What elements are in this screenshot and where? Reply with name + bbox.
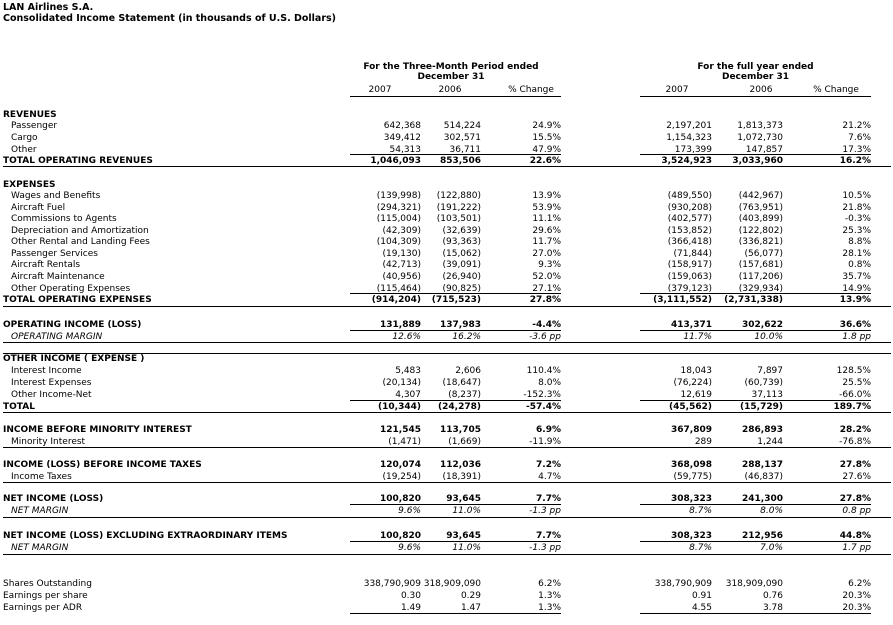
cell-y-change: 6.2% (848, 579, 871, 589)
cell-y2007: (159,063) (667, 272, 712, 282)
cell-y2006: (15,729) (740, 402, 783, 412)
row-label: Earnings per share (3, 591, 88, 601)
cell-q2007: 12.6% (392, 332, 421, 342)
cell-y2006: (60,739) (744, 378, 783, 388)
cell-y2007: 308,323 (671, 494, 712, 504)
cell-q-change: -11.9% (529, 437, 561, 447)
cell-y-change: 25.3% (842, 226, 871, 236)
cell-q2007: 349,412 (383, 133, 421, 143)
row-label: NET MARGIN (11, 506, 69, 516)
cell-y-change: 25.5% (842, 378, 871, 388)
cell-q-change: 53.9% (532, 203, 561, 213)
rule-line (640, 330, 871, 331)
line-item-row (0, 590, 893, 602)
cell-y-change: 8.8% (848, 237, 871, 247)
cell-q-change: -4.4% (532, 320, 561, 330)
section-header-row (0, 353, 893, 365)
line-item-row (0, 259, 893, 271)
cell-q2007: 338,790,909 (363, 579, 421, 589)
cell-q2007: (914,204) (371, 295, 421, 305)
cell-y2007: (45,562) (669, 402, 712, 412)
cell-y2007: 1,154,323 (666, 133, 712, 143)
cell-q-change: 22.6% (529, 156, 561, 166)
cell-q-change: 27.1% (532, 284, 561, 294)
three-month-header-line1: For the Three-Month Period ended (363, 62, 539, 72)
col-header-2006-y: 2006 (749, 85, 773, 95)
cell-q-change: 52.0% (532, 272, 561, 282)
cell-y-change: 10.5% (842, 191, 871, 201)
cell-q2007: 100,820 (380, 531, 421, 541)
cell-y-change: 189.7% (833, 402, 871, 412)
cell-q2007: (40,956) (382, 272, 421, 282)
cell-q2006: 137,983 (440, 320, 481, 330)
cell-y-change: 27.8% (839, 494, 871, 504)
row-label: Shares Outstanding (3, 579, 92, 589)
row-label: INCOME BEFORE MINORITY INTEREST (3, 425, 192, 435)
cell-q2007: 120,074 (380, 460, 421, 470)
cell-y2006: 8.0% (760, 506, 783, 516)
cell-y2006: (329,934) (738, 284, 783, 294)
rule-line (3, 306, 891, 307)
rule-line (3, 517, 891, 518)
cell-q-change: 4.7% (538, 472, 561, 482)
rule-line (640, 154, 871, 155)
cell-y2006: 3.78 (762, 603, 783, 613)
cell-q-change: 15.5% (532, 133, 561, 143)
row-label: REVENUES (3, 110, 57, 120)
line-item-row (0, 377, 893, 389)
cell-q2006: 11.0% (452, 506, 481, 516)
cell-y2006: 1,244 (757, 437, 783, 447)
row-label: Aircraft Maintenance (11, 272, 105, 282)
cell-y2006: (2,731,338) (724, 295, 783, 305)
three-month-period-header (341, 62, 561, 82)
line-item-row (0, 578, 893, 590)
row-label: OPERATING MARGIN (11, 332, 103, 342)
row-label: Other Operating Expenses (11, 284, 131, 294)
cell-q2006: 1.47 (460, 603, 481, 613)
cell-y2006: 10.0% (754, 332, 783, 342)
cell-y-change: 27.6% (842, 472, 871, 482)
cell-y-change: 27.8% (839, 460, 871, 470)
rule-line (640, 400, 871, 401)
rule-line (640, 613, 871, 614)
cell-y2007: 0.91 (691, 591, 712, 601)
cell-y2007: 413,371 (671, 320, 712, 330)
row-label: Income Taxes (11, 472, 72, 482)
cell-q2007: 4,307 (395, 390, 421, 400)
cell-q2007: 54,313 (389, 145, 421, 155)
cell-q-change: 47.9% (532, 145, 561, 155)
cell-q2007: 131,889 (380, 320, 421, 330)
cell-y-change: -66.0% (839, 390, 871, 400)
col-header-2007-q: 2007 (368, 85, 392, 95)
rule-line (640, 504, 871, 505)
cell-y2007: (366,418) (667, 237, 712, 247)
full-year-header-line1: For the full year ended (697, 62, 814, 72)
cell-q-change: 8.0% (538, 378, 561, 388)
cell-q2006: 113,705 (440, 425, 481, 435)
cell-q-change: 110.4% (526, 366, 561, 376)
cell-y2006: (442,967) (738, 191, 783, 201)
cell-q2007: (42,713) (382, 260, 421, 270)
cell-q2007: (104,309) (376, 237, 421, 247)
cell-q2007: (10,344) (378, 402, 421, 412)
cell-q2006: 302,571 (443, 133, 481, 143)
cell-y2007: 308,323 (671, 531, 712, 541)
cell-y-change: -76.8% (839, 437, 871, 447)
line-item-row (0, 132, 893, 144)
cell-q2006: (15,062) (442, 249, 481, 259)
cell-y2007: 8.7% (689, 506, 712, 516)
row-label: Other Income-Net (11, 390, 92, 400)
cell-y2007: 173,399 (674, 145, 712, 155)
row-label: TOTAL OPERATING EXPENSES (3, 295, 152, 305)
cell-q2007: 1,046,093 (370, 156, 421, 166)
cell-y2007: 4.55 (691, 603, 712, 613)
rule-line (3, 482, 891, 483)
cell-q2006: (103,501) (436, 214, 481, 224)
line-item-row (0, 365, 893, 377)
cell-y2007: 11.7% (683, 332, 712, 342)
cell-y2006: (157,681) (738, 260, 783, 270)
row-label: EXPENSES (3, 180, 56, 190)
cell-q2006: 853,506 (440, 156, 481, 166)
cell-y2007: (158,917) (667, 260, 712, 270)
cell-q-change: 6.2% (538, 579, 561, 589)
header-underline-year (640, 96, 871, 97)
cell-q-change: 7.7% (536, 494, 561, 504)
cell-y2006: 3,033,960 (732, 156, 783, 166)
cell-q2006: (18,647) (442, 378, 481, 388)
cell-y2006: (403,899) (738, 214, 783, 224)
cell-q-change: 27.8% (529, 295, 561, 305)
cell-q2007: 9.6% (398, 543, 421, 553)
cell-y2006: 1,072,730 (737, 133, 783, 143)
rule-line (350, 330, 561, 331)
cell-q-change: 7.7% (536, 531, 561, 541)
cell-q-change: 1.3% (538, 603, 561, 613)
line-item-row (0, 236, 893, 248)
cell-y2007: (3,111,552) (653, 295, 712, 305)
cell-q2006: 11.0% (452, 543, 481, 553)
cell-y-change: 16.2% (839, 156, 871, 166)
cell-q-change: -57.4% (526, 402, 561, 412)
row-label: Commissions to Agents (11, 214, 117, 224)
cell-q2006: (93,363) (442, 237, 481, 247)
cell-y2007: (379,123) (667, 284, 712, 294)
cell-y2006: 147,857 (745, 145, 783, 155)
line-item-row (0, 190, 893, 202)
cell-q2006: 318,909,090 (423, 579, 481, 589)
cell-q-change: 6.9% (536, 425, 561, 435)
row-label: TOTAL OPERATING REVENUES (3, 156, 153, 166)
cell-q-change: 9.3% (538, 260, 561, 270)
row-label: NET INCOME (LOSS) EXCLUDING EXTRAORDINARY ITEMS (3, 531, 288, 541)
cell-y2007: 338,790,909 (654, 579, 712, 589)
total-row (0, 424, 893, 436)
cell-q-change: -3.6 pp (529, 332, 561, 342)
cell-y-change: 0.8 pp (842, 506, 871, 516)
rule-line (350, 541, 561, 542)
cell-q2006: 0.29 (460, 591, 481, 601)
row-label: Depreciation and Amortization (11, 226, 149, 236)
cell-y2006: (46,837) (744, 472, 783, 482)
cell-y2007: 367,809 (671, 425, 712, 435)
cell-q-change: -1.3 pp (529, 543, 561, 553)
cell-q2006: 93,645 (446, 494, 481, 504)
cell-y-change: 17.3% (842, 145, 871, 155)
rule-line (640, 541, 871, 542)
cell-q-change: -152.3% (523, 390, 561, 400)
rule-line (350, 613, 561, 614)
cell-y2006: 302,622 (742, 320, 783, 330)
margin-row (0, 505, 893, 517)
cell-y2006: (56,077) (744, 249, 783, 259)
cell-y2006: 288,137 (742, 460, 783, 470)
three-month-header-line2: December 31 (417, 72, 485, 82)
cell-q2007: 642,368 (383, 121, 421, 131)
cell-y-change: 1.7 pp (842, 543, 871, 553)
cell-q2006: 36,711 (449, 145, 481, 155)
cell-q2006: (26,940) (442, 272, 481, 282)
row-label: Earnings per ADR (3, 603, 83, 613)
row-label: Other Rental and Landing Fees (11, 237, 150, 247)
cell-y2006: (336,821) (738, 237, 783, 247)
row-label: OTHER INCOME ( EXPENSE ) (3, 354, 145, 364)
cell-y2006: 318,909,090 (725, 579, 783, 589)
cell-y2006: 241,300 (742, 494, 783, 504)
cell-q2007: (20,134) (382, 378, 421, 388)
row-label: Aircraft Fuel (11, 203, 66, 213)
row-label: Passenger (11, 121, 58, 131)
cell-y-change: 21.8% (842, 203, 871, 213)
row-label: Minority Interest (11, 437, 86, 447)
header-underline-quarter (350, 96, 561, 97)
cell-q2006: 2,606 (455, 366, 481, 376)
cell-y2007: (59,775) (673, 472, 712, 482)
cell-q-change: 13.9% (532, 191, 561, 201)
cell-q2006: (1,669) (448, 437, 481, 447)
rule-line (350, 154, 561, 155)
cell-y2007: 3,524,923 (661, 156, 712, 166)
cell-q2007: (1,471) (388, 437, 421, 447)
cell-q2006: 93,645 (446, 531, 481, 541)
row-label: Aircraft Rentals (11, 260, 81, 270)
cell-y-change: 44.8% (839, 531, 871, 541)
rule-line (350, 400, 561, 401)
cell-q-change: -1.3 pp (529, 506, 561, 516)
cell-q-change: 11.1% (532, 214, 561, 224)
cell-y-change: 28.1% (842, 249, 871, 259)
total-row (0, 459, 893, 471)
cell-q-change: 29.6% (532, 226, 561, 236)
cell-q2007: (115,004) (376, 214, 421, 224)
cell-q2007: 121,545 (380, 425, 421, 435)
cell-q2006: (8,237) (448, 390, 481, 400)
row-label: Interest Income (11, 366, 82, 376)
cell-y-change: -0.3% (844, 214, 871, 224)
cell-y2007: 12,619 (680, 390, 712, 400)
cell-q2007: 5,483 (395, 366, 421, 376)
cell-y-change: 35.7% (842, 272, 871, 282)
cell-q2007: (19,254) (382, 472, 421, 482)
rule-line (3, 353, 891, 354)
cell-q2006: (122,880) (436, 191, 481, 201)
full-year-header-line2: December 31 (721, 72, 790, 82)
row-label: Cargo (11, 133, 38, 143)
line-item-row (0, 120, 893, 132)
cell-y-change: 128.5% (836, 366, 871, 376)
cell-q2006: (90,825) (442, 284, 481, 294)
row-label: Interest Expenses (11, 378, 92, 388)
cell-y-change: 20.3% (842, 603, 871, 613)
line-item-row (0, 271, 893, 283)
cell-q2007: 0.30 (400, 591, 421, 601)
cell-y2007: 368,098 (671, 460, 712, 470)
cell-q2006: 16.2% (452, 332, 481, 342)
rule-line (3, 166, 891, 167)
margin-row (0, 542, 893, 554)
row-label: INCOME (LOSS) BEFORE INCOME TAXES (3, 460, 202, 470)
row-label: Passenger Services (11, 249, 98, 259)
cell-q2007: (139,998) (376, 191, 421, 201)
cell-q2006: 112,036 (440, 460, 481, 470)
cell-q-change: 24.9% (532, 121, 561, 131)
cell-q2007: (294,321) (376, 203, 421, 213)
full-year-header (640, 62, 871, 82)
cell-y2006: 37,113 (751, 390, 783, 400)
row-label: OPERATING INCOME (LOSS) (3, 320, 142, 330)
cell-y-change: 14.9% (842, 284, 871, 294)
row-label: NET MARGIN (11, 543, 69, 553)
cell-y2007: (402,577) (667, 214, 712, 224)
rule-line (3, 554, 891, 555)
cell-y2007: (489,550) (667, 191, 712, 201)
total-row (0, 294, 893, 306)
cell-y2006: 7,897 (757, 366, 783, 376)
cell-q2006: (191,222) (436, 203, 481, 213)
cell-q2006: (39,091) (442, 260, 481, 270)
cell-y2007: (153,852) (667, 226, 712, 236)
cell-y-change: 36.6% (839, 320, 871, 330)
col-header-change-q: % Change (508, 85, 554, 95)
company-name: LAN Airlines S.A. (3, 2, 94, 13)
rule-line (350, 293, 561, 294)
cell-y-change: 20.3% (842, 591, 871, 601)
rule-line (640, 293, 871, 294)
cell-y2007: 289 (694, 437, 712, 447)
cell-y2006: 212,956 (742, 531, 783, 541)
rule-line (3, 342, 891, 343)
cell-y-change: 21.2% (842, 121, 871, 131)
cell-q2007: (19,130) (382, 249, 421, 259)
cell-y-change: 28.2% (839, 425, 871, 435)
cell-q2007: 100,820 (380, 494, 421, 504)
cell-q2006: (32,639) (442, 226, 481, 236)
cell-q2007: (115,464) (376, 284, 421, 294)
cell-y2006: (763,951) (738, 203, 783, 213)
col-header-change-y: % Change (813, 85, 859, 95)
cell-y-change: 1.8 pp (842, 332, 871, 342)
cell-q2006: (24,278) (438, 402, 481, 412)
col-header-2007-y: 2007 (665, 85, 689, 95)
cell-q-change: 1.3% (538, 591, 561, 601)
row-label: TOTAL (3, 402, 35, 412)
rule-line (3, 447, 891, 448)
line-item-row (0, 213, 893, 225)
cell-q2007: (42,309) (382, 226, 421, 236)
cell-y2007: 2,197,201 (666, 121, 712, 131)
cell-y2007: (930,208) (667, 203, 712, 213)
rule-line (350, 504, 561, 505)
statement-title: Consolidated Income Statement (in thousands of U.S. Dollars) (3, 13, 337, 24)
cell-y2006: 7.0% (760, 543, 783, 553)
column-header-row (0, 84, 893, 96)
row-label: NET INCOME (LOSS) (3, 494, 104, 504)
row-label: Other (11, 145, 37, 155)
cell-y-change: 0.8% (848, 260, 871, 270)
col-header-2006-q: 2006 (438, 85, 462, 95)
cell-q2006: (18,391) (442, 472, 481, 482)
cell-q-change: 7.2% (536, 460, 561, 470)
cell-q-change: 11.7% (532, 237, 561, 247)
cell-y2007: (76,224) (673, 378, 712, 388)
row-label: Wages and Benefits (11, 191, 101, 201)
cell-y2006: 286,893 (742, 425, 783, 435)
cell-y2006: 0.76 (762, 591, 783, 601)
cell-q2007: 9.6% (398, 506, 421, 516)
cell-y2007: 18,043 (680, 366, 712, 376)
cell-y2006: (122,802) (738, 226, 783, 236)
rule-line (3, 412, 891, 413)
cell-y2006: (117,206) (738, 272, 783, 282)
cell-y2006: 1,813,373 (737, 121, 783, 131)
cell-q2006: (715,523) (431, 295, 481, 305)
cell-q-change: 27.0% (532, 249, 561, 259)
cell-y-change: 13.9% (839, 295, 871, 305)
cell-y2007: (71,844) (673, 249, 712, 259)
cell-y2007: 8.7% (689, 543, 712, 553)
cell-y-change: 7.6% (848, 133, 871, 143)
cell-q2006: 514,224 (443, 121, 481, 131)
cell-q2007: 1.49 (400, 603, 421, 613)
